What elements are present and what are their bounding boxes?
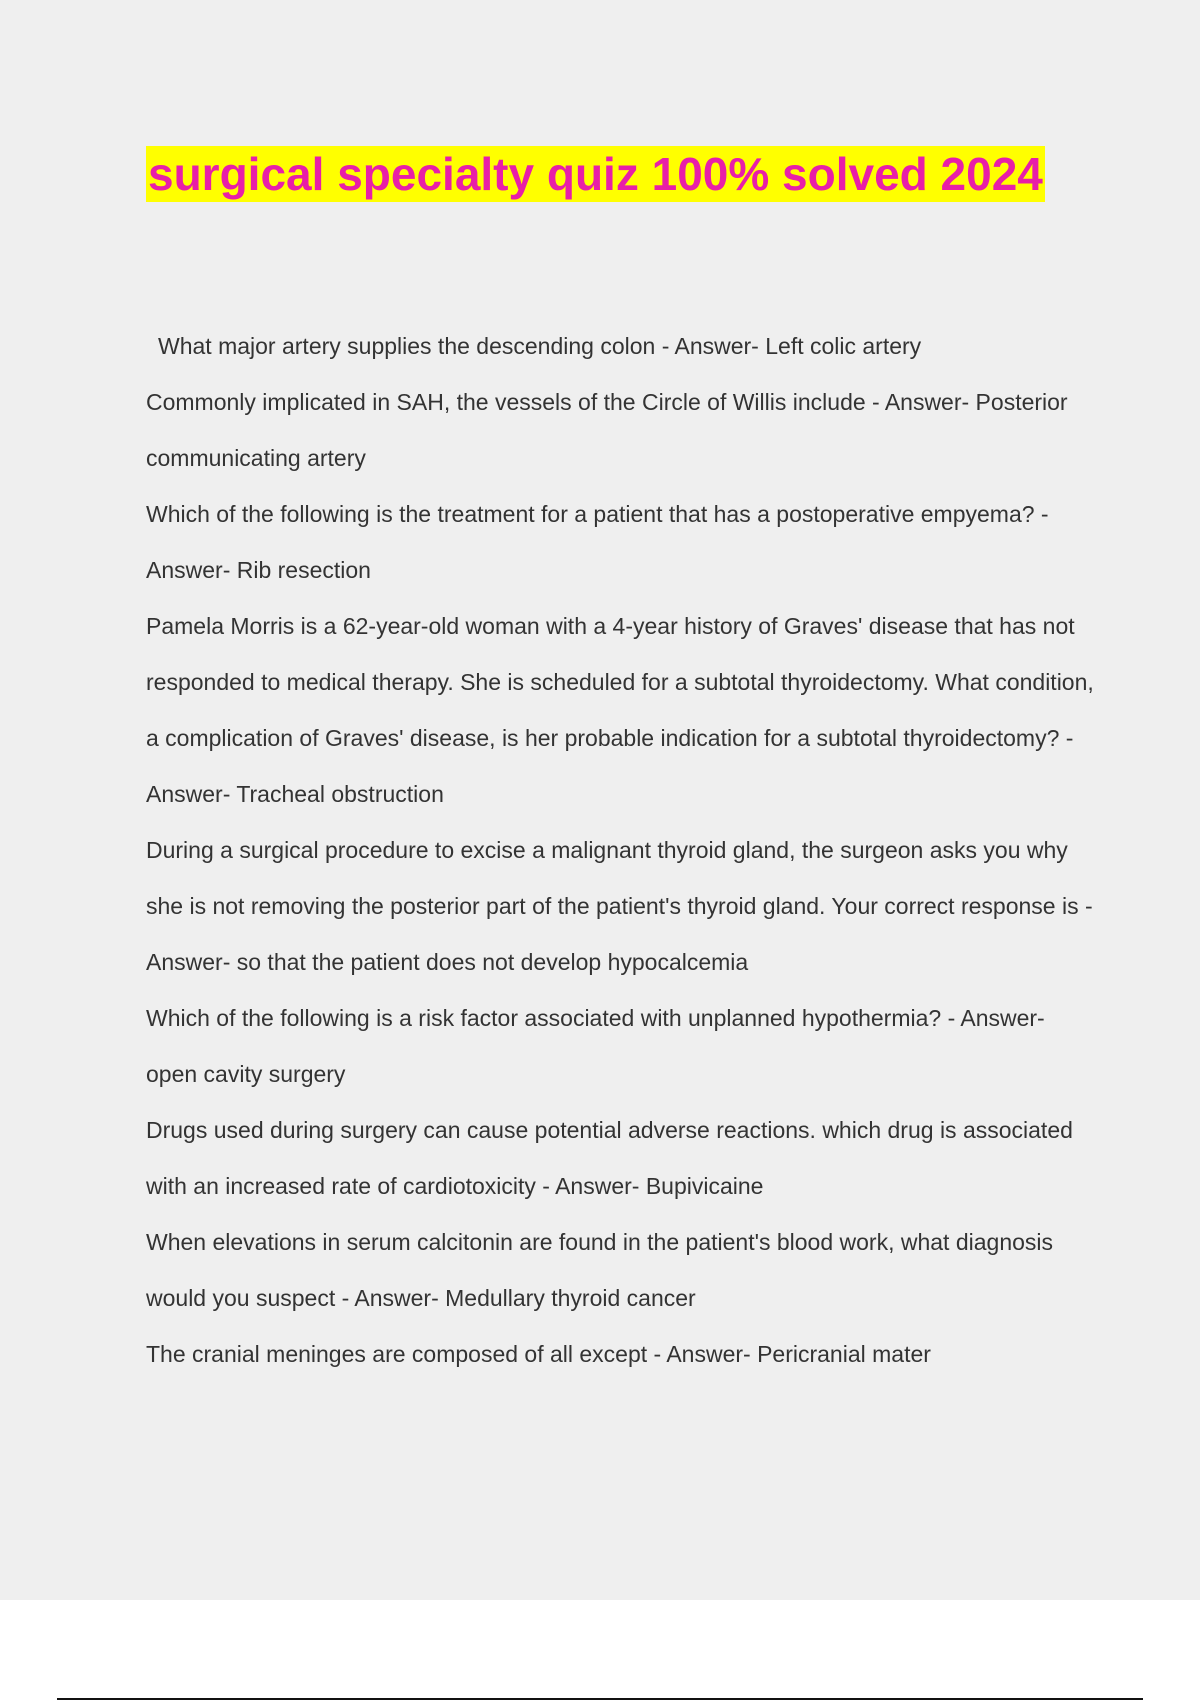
title-highlight	[146, 146, 1045, 202]
qa-item: The cranial meninges are composed of all except - Answer- Pericranial mater	[146, 1341, 931, 1367]
qa-item: Drugs used during surgery can cause potential adverse reactions. which drug is associated with an increased rate of cardiotoxicity - Answer- Bupivicaine	[146, 1117, 1073, 1199]
qa-item: Commonly implicated in SAH, the vessels of the Circle of Willis include - Answer- Posterior communicating artery	[146, 389, 1068, 471]
qa-item: Pamela Morris is a 62-year-old woman with a 4-year history of Graves' disease that has not responded to medical therapy. She is scheduled for a subtotal thyroidectomy. What condition, a complication of Graves' disease, is her probable indication for a subtotal thyroidectomy? - Answer- Tracheal obstruction	[146, 613, 1094, 807]
qa-list	[146, 318, 1096, 1382]
qa-item: Which of the following is a risk factor associated with unplanned hypothermia? - Answer- open cavity surgery	[146, 1005, 1045, 1087]
qa-item: During a surgical procedure to excise a malignant thyroid gland, the surgeon asks you why she is not removing the posterior part of the patient's thyroid gland. Your correct response is - Answer- so that the patient does not develop hypocalcemia	[146, 837, 1093, 975]
qa-item: What major artery supplies the descending colon - Answer- Left colic artery	[158, 333, 922, 359]
page-title: surgical specialty quiz 100% solved 2024	[148, 148, 1043, 200]
qa-item: Which of the following is the treatment for a patient that has a postoperative empyema? - Answer- Rib resection	[146, 501, 1049, 583]
qa-item: When elevations in serum calcitonin are found in the patient's blood work, what diagnosis would you suspect - Answer- Medullary thyroid cancer	[146, 1229, 1054, 1311]
